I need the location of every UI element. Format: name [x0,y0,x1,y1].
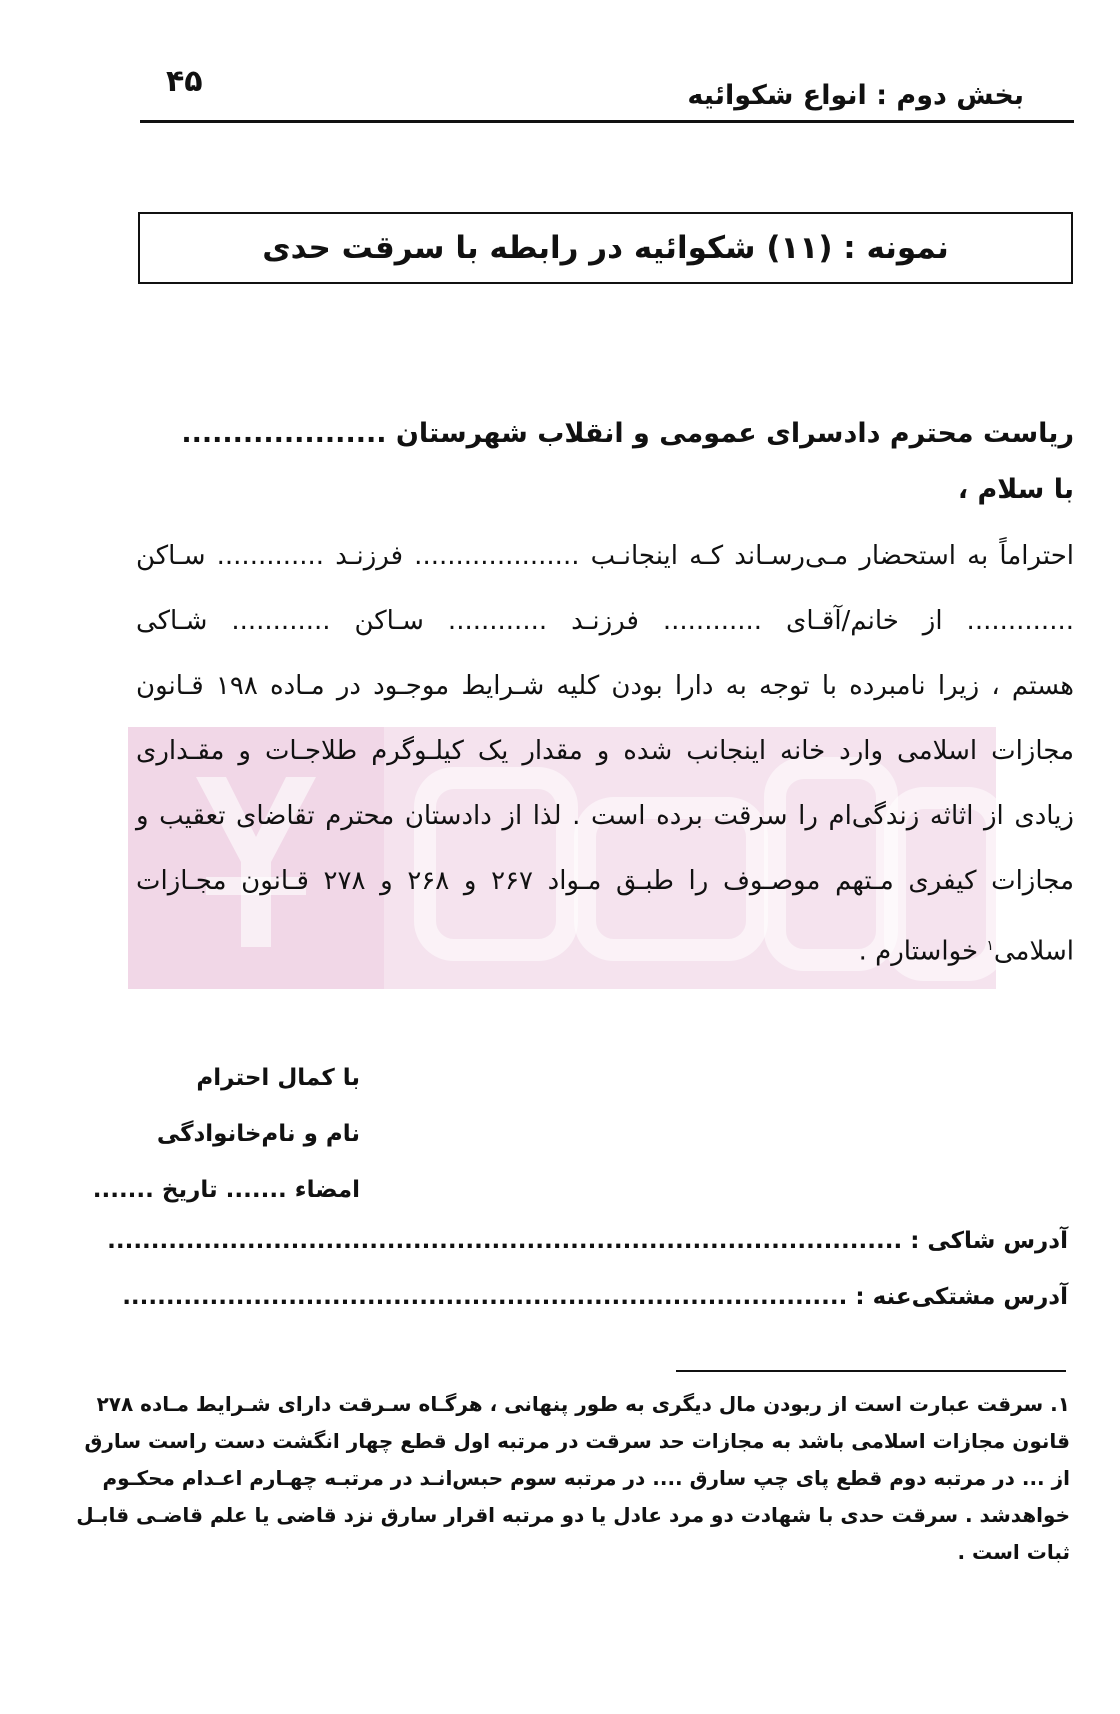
footnote-line: خواهدشد . سرقت حدی با شهادت دو مرد عادل یا دو مرتبه اقرار سارق نزد قاضی یا علم قاضـی قابـل [76,1503,1070,1527]
name-field: نام و نام‌خانوادگی [156,1121,360,1147]
body-line: زیادی از اثاثه زندگی‌ام را سرقت برده است . لذا از دادستان محترم تقاضای تعقیب و [136,801,1074,831]
sign-date-field: امضاء ....... تاریخ ....... [92,1177,360,1203]
footnote-line-last: ثبات است . [957,1540,1070,1564]
footnote-rule [676,1370,1066,1372]
body-line-last [136,914,1074,979]
defendant-address: آدرس مشتکی‌عنه : ................................................................................... [122,1284,1068,1310]
body-line: هستم ، زیرا نامبرده با توجه به دارا بودن کلیه شـرایط موجـود در مـاده ۱۹۸ قـانون [136,671,1074,701]
signature-block [92,1050,360,1218]
sample-title-box [138,212,1073,284]
body-last-text-end: خواستارم . [858,936,987,967]
page-number: ۴۵ [166,64,203,99]
sample-title: نمونه : (۱۱) شکوائیه در رابطه با سرقت حدی [262,230,949,266]
body-line: احتراماً به استحضار مـی‌رسـاند کـه اینجانـب .................... فرزنـد ............. سـاکن [136,541,1074,571]
footnote [76,1386,1070,1571]
body-last-text: اسلامی [993,936,1074,967]
salutation: با سلام ، [957,474,1074,505]
section-title: بخش دوم : انواع شکوائیه [687,80,1024,111]
footnote-line: قانون مجازات اسلامی باشد به مجازات حد سرقت در مرتبه اول قطع چهار انگشت دست راست سارق [84,1429,1070,1453]
letter-body [136,410,1074,979]
footnote-line: از ... در مرتبه دوم قطع پای چپ سارق .... در مرتبه سوم حبس‌انـد در مرتبـه چهـارم اعـدام محکـوم [102,1466,1070,1490]
closing: با کمال احترام [196,1065,360,1091]
body-line: ............. از خانم/آقـای ............ فرزنـد ............ سـاکن ............ شـاکی [136,606,1074,636]
footnote-line: ۱. سرقت عبارت است از ربودن مال دیگری به طور پنهانی ، هرگـاه سـرقت دارای شـرایط مـاده ۲۷۸ [96,1392,1070,1416]
running-header [140,66,1074,123]
footnote-reference: ۱ [986,938,994,954]
body-line: مجازات اسلامی وارد خانه اینجانب شده و مقدار یک کیلـوگرم طلاجـات و مقـداری [136,736,1074,766]
complainant-address: آدرس شاکی : ........................................................................................... [107,1228,1068,1254]
body-line: مجازات کیفری مـتهم موصـوف را طبـق مـواد ۲۶۷ و ۲۶۸ و ۲۷۸ قـانون مجـازات [136,866,1074,896]
complaint-paragraph [136,524,1074,979]
address-fields [107,1213,1068,1325]
recipient-line: ریاست محترم دادسرای عمومی و انقلاب شهرستان .................... [181,418,1074,449]
